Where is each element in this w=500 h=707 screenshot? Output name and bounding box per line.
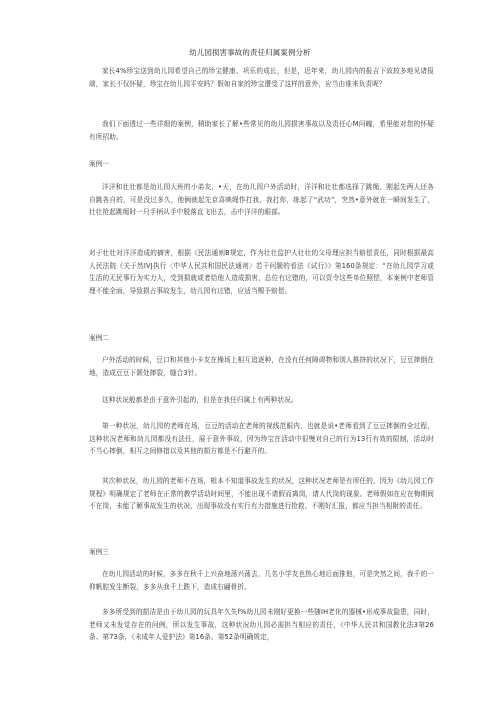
case3-text-2: 多多所受到的损洁是由于幼儿园的玩具年久失f%幼儿园未刚好更换一些随IH老化的器械•形成事故隐患，同时，老师又未发觉存在的问例，所以发生事故，这种状况幼儿园必需担当相应的责任，《中华人民共和国教化法3第26条、第73条，《未成年人爱护法》第16条、第52条明确规定， [89,608,434,642]
document-title: 幼儿园损害事故的责任归属案例分析 [189,48,311,57]
case2-paragraph-3 [89,420,434,458]
intro-text-2: 我们下面透过一些详细的案例，稍助家长了解•些常见的幼儿园损害事故以及责任心M问魄，希里能对您的怀疑有所招助。 [89,120,434,141]
case3-heading: 案例三 [89,548,109,556]
intro-paragraph-1 [89,65,434,90]
case1-paragraph-2 [89,247,434,297]
case2-text-1: 户外活动的时候，豆口和其他小卡友在操场上相互追逐种，在没有任何障碍物和别人推挤的状况下，豆豆摔倒在地，造成豆豆下颌处摔裂，缝合3针。 [89,356,434,377]
intro-text-1: 家长4%珍宝送到幼儿园希望自己的珍宝健康、巩乐的成长，但是，近年来，幼儿园内的报吉下故较多地见诸报端，家长不仅怀疑，珍宝在幼儿园平安吗？假如自家的珍宝遭受了这样的意外，应当由谁来负责呢？ [89,67,434,88]
case2-heading: 案例二 [89,334,109,342]
case1-text-2: 对于壮壮对洋洋造成的摘害，根据《民法通则B规定，作为壮壮监护人壮壮的父母理应担当赔偿责任，同时根据最高人民法院《关于然IVJ执行〈中华人民共和国民法通则〉若干问题的看法《试行》》第160条规定：“在幼儿园学习或生活的无民事行为实力人，受到损就或者给他人造成损害，总位有过错的，可以资令这些单位照偿，本案例中老师管理不能全面，导致损占事故发生，幼儿园有过错，应适当赐予赔偿。 [89,249,434,295]
case2-text-3: 第一种状况，幼儿园的老师在场，豆豆的活动在老师的视线范眼内，也就是说•老师看到了豆豆摔倒的全过程，这种状况老师和幼儿园都没有法任，展于意外事故，因为珍宝在活动中很慢对自己的行为13行有效的限制，活动时不当心摔倒，相互之间修措以及其他的损方都是不行避开的。 [89,422,434,456]
case2-paragraph-2 [89,394,434,407]
case2-paragraph-1 [89,354,434,379]
case2-text-4: 其次种状况，幼儿园的老师不在场，根本不知道事故发生的状况，这种状况老师是有所任的，因为《幼儿园工作规程》明确规定了老师在正常的教学活动时间里，不能出现不请假而离岗，请人代岗的现象。老师假如在应在梅期间不在岗，未能了解事故发生的状况，出现事故没有实行有力措施进行抢救，不刚好汇报，都应当担当相附的责任。 [89,477,434,511]
case1-paragraph-1 [89,181,434,219]
case2-paragraph-4 [89,475,434,513]
case3-text-1: 在幼儿园活动的时候，多多在秋千上兴奋地荡兴荡去，几名小学友也热心地后面推他，可是突然之间，我千的一仰帆腔发生断裂，多多从我千上跌下，造成右翩骨折。 [89,570,434,591]
case3-paragraph-1 [89,568,434,593]
intro-paragraph-2 [89,118,434,143]
case1-heading: 案例一 [89,160,109,168]
case3-paragraph-2 [89,606,434,644]
case2-text-2: 这种状况般都是由于意外引起的，但是在我任归属上有两种状况。 [102,396,298,404]
case1-text-1: 洋洋和壮壮都是幼儿园大班的小弟友，•天，在幼儿园户外活动时，洋洋和壮壮都选择了跳绳，刚起先两人还各自跳各自的，可是没过多久，他俩就起先京喜映绳作打我，我打你，练起了“武功”，突然•意外就在一瞬间发生了，壮壮抢起跳绳时一只手柄从手中脱落直飞出去，击中洋洋的眼部。 [89,183,434,217]
